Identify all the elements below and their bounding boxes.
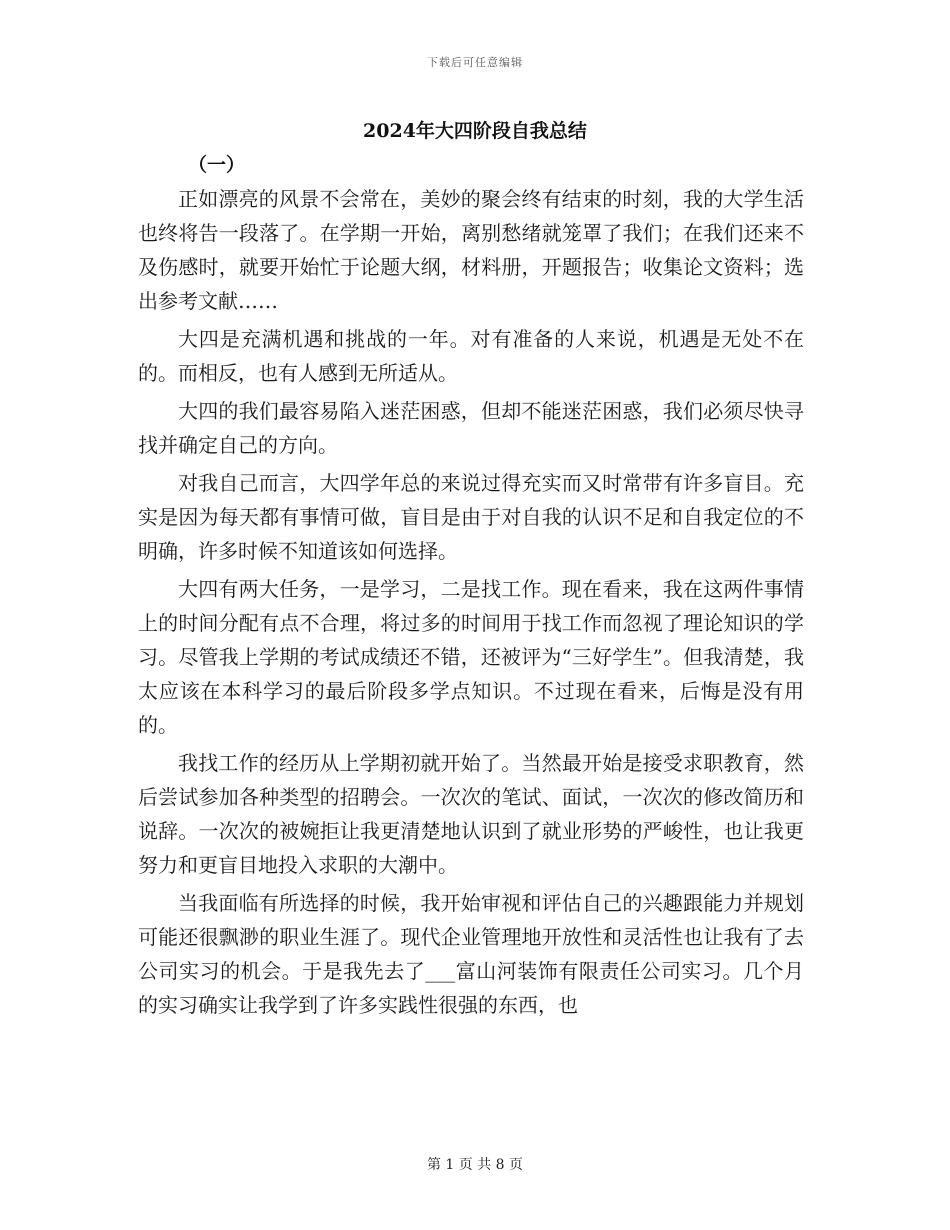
- paragraph: 大四是充满机遇和挑战的一年。对有准备的人来说，机遇是无处不在的。而相反，也有人感到无所适从。: [138, 327, 804, 385]
- header-note: 下载后可任意编辑: [427, 56, 523, 69]
- paragraph: 大四有两大任务，一是学习，二是找工作。现在看来，我在这两件事情上的时间分配有点不合理，将过多的时间用于找工作而忽视了理论知识的学习。尽管我上学期的考试成绩还不错，还被评为“三好学生”。但我清楚，我太应该在本科学习的最后阶段多学点知识。不过现在看来，后悔是没有用的。: [138, 577, 804, 737]
- page-number: 第 1 页 共 8 页: [426, 1157, 524, 1173]
- paragraph: 大四的我们最容易陷入迷茫困惑，但却不能迷茫困惑，我们必须尽快寻找并确定自己的方向。: [138, 399, 804, 457]
- paragraph: 正如漂亮的风景不会常在，美妙的聚会终有结束的时刻，我的大学生活也终将告一段落了。在学期一开始，离别愁绪就笼罩了我们；在我们还来不及伤感时，就要开始忙于论题大纲，材料册，开题报告；收集论文资料；选出参考文献……: [138, 187, 804, 313]
- paragraph: 当我面临有所选择的时候，我开始审视和评估自己的兴趣跟能力并规划可能还很飘渺的职业生涯了。现代企业管理地开放性和灵活性也让我有了去公司实习的机会。于是我先去了___富山河装饰有限责任公司实习。几个月的实习确实让我学到了许多实践性很强的东西，也: [138, 891, 804, 1017]
- section-heading: （一）: [188, 154, 246, 176]
- document-body: [138, 182, 804, 1026]
- paragraph: 对我自己而言，大四学年总的来说过得充实而又时常带有许多盲目。充实是因为每天都有事情可做，盲目是由于对自我的认识不足和自我定位的不明确，许多时候不知道该如何选择。: [138, 471, 804, 563]
- paragraph: 我找工作的经历从上学期初就开始了。当然最开始是接受求职教育，然后尝试参加各种类型的招聘会。一次次的笔试、面试，一次次的修改简历和说辞。一次次的被婉拒让我更清楚地认识到了就业形势的严峻性，也让我更努力和更盲目地投入求职的大潮中。: [138, 751, 804, 877]
- document-title: 2024年大四阶段自我总结: [363, 120, 587, 142]
